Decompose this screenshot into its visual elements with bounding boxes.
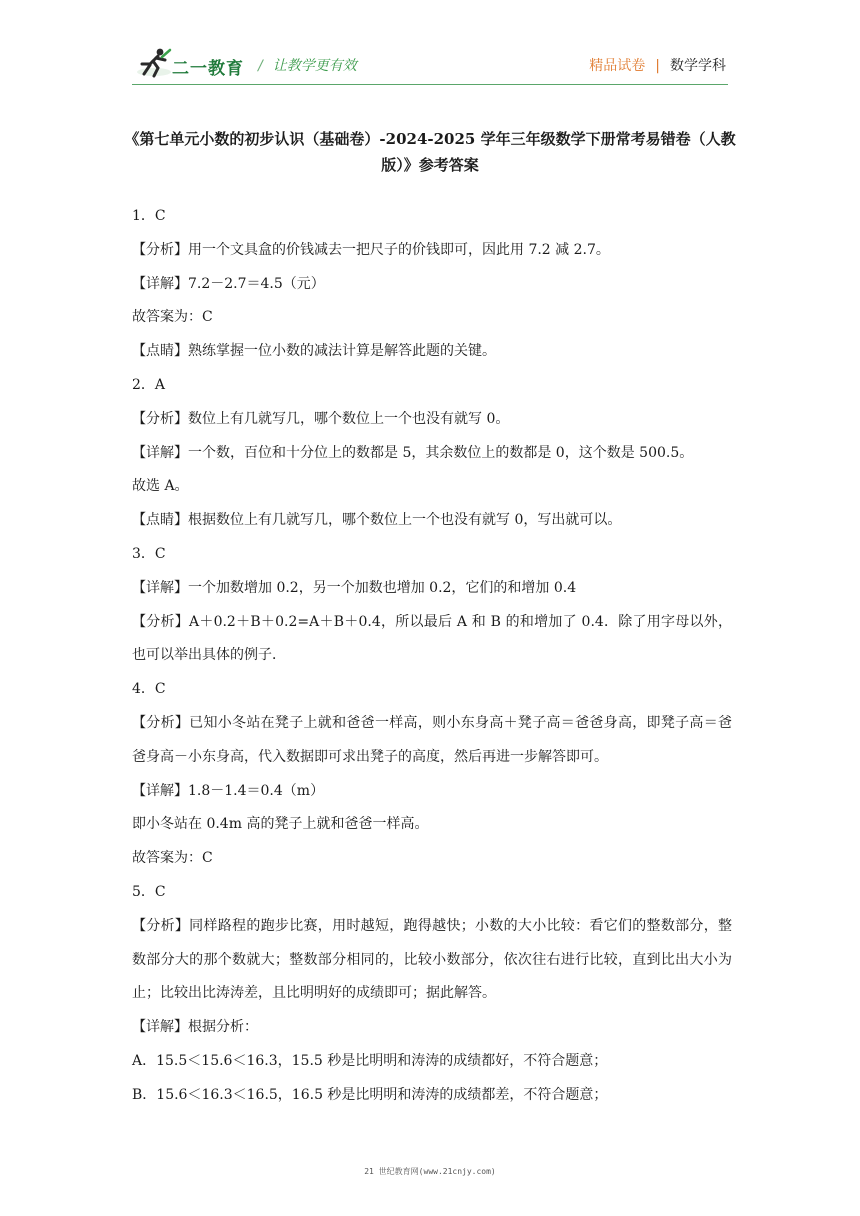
paragraph: 【分析】用一个文具盒的价钱减去一把尺子的价钱即可，因此用 7.2 减 2.7。: [132, 241, 610, 258]
paragraph: 【详解】7.2－2.7＝4.5（元）: [132, 275, 325, 292]
paragraph: 2．A: [132, 376, 166, 393]
paragraph: 1．C: [132, 208, 166, 224]
slogan: [258, 55, 357, 75]
header-divider: [132, 84, 728, 85]
paragraph: 【详解】1.8－1.4＝0.4（m）: [132, 782, 325, 799]
logo-text: 二一教育: [172, 59, 244, 79]
paragraph: 【分析】数位上有几就写几，哪个数位上一个也没有就写 0。: [132, 410, 510, 427]
runner-logo-icon: [136, 46, 172, 80]
paragraph: 3．C: [132, 545, 166, 562]
brand-label-premium: 精品试卷: [589, 58, 646, 74]
paragraph: 【点睛】熟练掌握一位小数的减法计算是解答此题的关键。: [132, 343, 496, 360]
paragraph: 【详解】一个数，百位和十分位上的数都是 5，其余数位上的数都是 0，这个数是 500.5。: [132, 444, 694, 461]
paragraph: 【分析】已知小冬站在凳子上就和爸爸一样高，则小东身高＋凳子高＝爸爸身高，即凳子高＝爸爸身高－小东身高，代入数据即可求出凳子的高度，然后再进一步解答即可。: [132, 714, 732, 765]
brand-separator: |: [655, 58, 660, 74]
paragraph: 【详解】一个加数增加 0.2，另一个加数也增加 0.2，它们的和增加 0.4: [132, 579, 577, 596]
paragraph: 【详解】根据分析：: [132, 1019, 258, 1036]
paragraph: 4．C: [132, 681, 166, 698]
slogan-separator: /: [258, 58, 263, 74]
logo: [136, 46, 246, 80]
brand-labels: [589, 55, 726, 75]
paragraph: 故答案为：C: [132, 309, 213, 326]
answer-content: [132, 200, 732, 1113]
paragraph: 【分析】A＋0.2＋B＋0.2=A＋B＋0.4，所以最后 A 和 B 的和增加了 0.4．除了用字母以外，也可以举出具体的例子．: [132, 613, 732, 664]
paragraph: A．15.5＜15.6＜16.3，15.5 秒是比明明和涛涛的成绩都好，不符合题意；: [132, 1052, 608, 1069]
document-title: 《第七单元小数的初步认识（基础卷）-2024-2025 学年三年级数学下册常考易错卷（人教版）》参考答案: [124, 130, 736, 174]
paragraph: 【分析】同样路程的跑步比赛，用时越短，跑得越快；小数的大小比较：看它们的整数部分，整数部分大的那个数就大；整数部分相同的，比较小数部分，依次往右进行比较，直到比出大小为止；比较出比涛涛差，且比明明好的成绩即可；据此解答。: [132, 917, 732, 1002]
paragraph: 故答案为：C: [132, 850, 213, 867]
slogan-text: 让教学更有效: [272, 58, 357, 74]
paragraph: B．15.6＜16.3＜16.5，16.5 秒是比明明和涛涛的成绩都差，不符合题意；: [132, 1086, 608, 1103]
brand-label-subject: 数学学科: [670, 58, 726, 74]
paragraph: 5．C: [132, 883, 166, 900]
page-footer: 21 世纪教育网(www.21cnjy.com): [364, 1167, 496, 1176]
paragraph: 故选 A。: [132, 478, 189, 495]
paragraph: 【点睛】根据数位上有几就写几，哪个数位上一个也没有就写 0，写出就可以。: [132, 512, 622, 529]
page-header: [0, 0, 860, 100]
paragraph: 即小冬站在 0.4m 高的凳子上就和爸爸一样高。: [132, 816, 429, 833]
